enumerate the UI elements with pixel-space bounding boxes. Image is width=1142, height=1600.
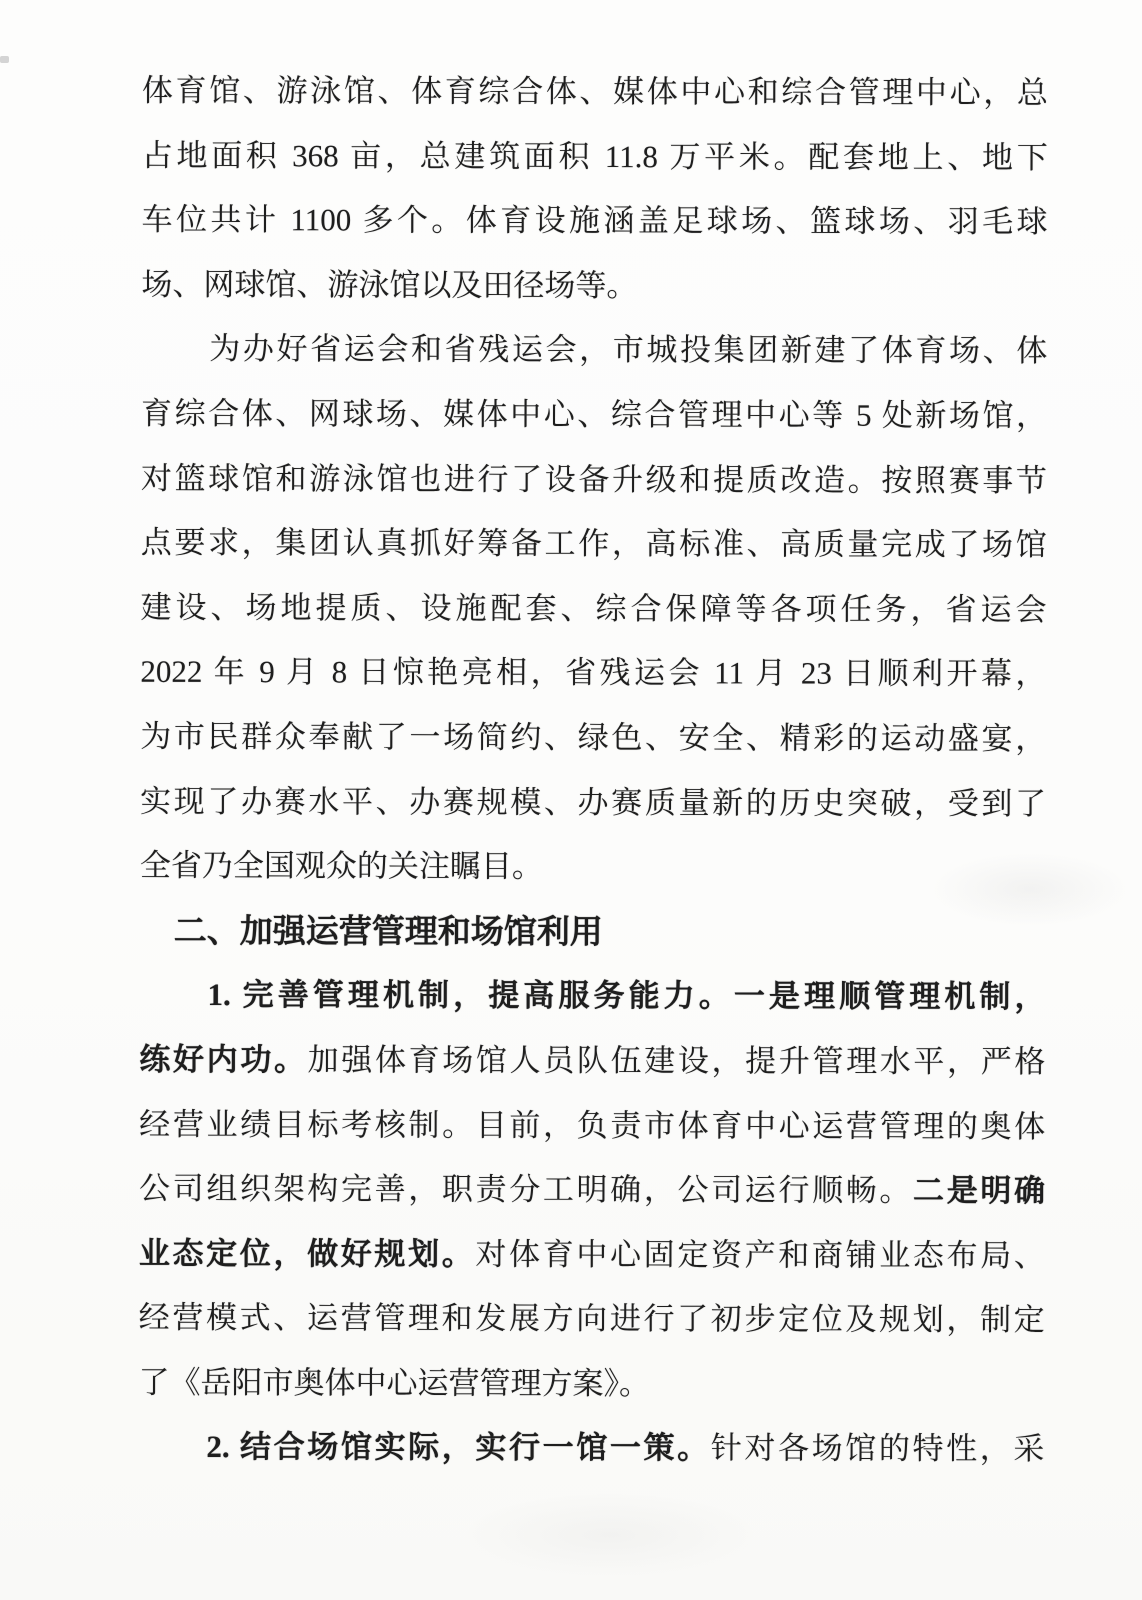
bold-text-segment: 1. 完善管理机制，提高服务能力。一是理顺管理机制， bbox=[207, 977, 1046, 1015]
text-line bbox=[140, 640, 1046, 707]
text-line bbox=[138, 1351, 1044, 1418]
text-line bbox=[141, 317, 1047, 384]
text-line bbox=[139, 1221, 1045, 1288]
text-line bbox=[139, 1092, 1045, 1159]
text-segment: 对体育中心固定资产和商铺业态布局、 bbox=[475, 1236, 1045, 1273]
text-line bbox=[141, 382, 1047, 449]
bold-text-segment: 练好内功。 bbox=[139, 1041, 308, 1078]
text-segment: 全省乃全国观众的关注瞩目。 bbox=[139, 847, 543, 884]
text-segment: 建设、场地提质、设施配套、综合保障等各项任务，省运会 bbox=[140, 589, 1047, 627]
text-segment: 为办好省运会和省残运会，市城投集团新建了体育场、体 bbox=[209, 331, 1048, 369]
text-segment: 为市民群众奉献了一场简约、绿色、安全、精彩的运动盛宴， bbox=[140, 718, 1047, 757]
text-segment: 经营模式、运营管理和发展方向进行了初步定位及规划，制定 bbox=[138, 1300, 1045, 1338]
text-block bbox=[138, 59, 1048, 1482]
bold-text-segment: 二、加强运营管理和场馆利用 bbox=[173, 911, 603, 950]
scan-artifact bbox=[460, 1492, 760, 1578]
text-line bbox=[140, 769, 1046, 836]
text-segment: 加强体育场馆人员队伍建设，提升管理水平，严格 bbox=[307, 1042, 1046, 1080]
text-line bbox=[139, 1286, 1045, 1353]
text-line bbox=[141, 188, 1047, 255]
bold-text-segment: 业态定位，做好规划。 bbox=[138, 1235, 476, 1272]
text-line bbox=[140, 834, 1046, 901]
text-segment: 育综合体、网球场、媒体中心、综合管理中心等 5 处新场馆， bbox=[141, 395, 1048, 434]
section-heading-line bbox=[140, 899, 1046, 966]
bold-text-segment: 2. 结合场馆实际，实行一馆一策。 bbox=[206, 1429, 711, 1466]
text-line bbox=[139, 1157, 1045, 1224]
scan-artifact bbox=[0, 56, 9, 63]
text-line bbox=[140, 576, 1046, 643]
text-line bbox=[139, 1028, 1045, 1095]
text-line bbox=[140, 705, 1046, 772]
text-segment: 场、网球馆、游泳馆以及田径场等。 bbox=[141, 266, 638, 303]
text-line bbox=[142, 59, 1048, 126]
text-segment: 实现了办赛水平、办赛规模、办赛质量新的历史突破，受到了 bbox=[140, 783, 1047, 821]
text-line bbox=[139, 963, 1045, 1030]
text-segment: 体育馆、游泳馆、体育综合体、媒体中心和综合管理中心，总 bbox=[141, 72, 1048, 111]
text-segment: 经营业绩目标考核制。目前，负责市体育中心运营管理的奥体 bbox=[139, 1106, 1046, 1144]
text-line bbox=[141, 253, 1047, 320]
text-segment: 针对各场馆的特性，采 bbox=[710, 1430, 1045, 1467]
text-line bbox=[138, 1415, 1044, 1482]
text-segment: 点要求，集团认真抓好筹备工作，高标准、高质量完成了场馆 bbox=[140, 524, 1047, 563]
text-segment: 公司组织架构完善，职责分工明确，公司运行顺畅。 bbox=[138, 1170, 914, 1208]
bold-text-segment: 二是明确 bbox=[913, 1172, 1046, 1209]
text-line bbox=[142, 123, 1048, 190]
text-segment: 了《岳阳市奥体中心运营管理方案》。 bbox=[138, 1364, 651, 1402]
text-segment: 占地面积 368 亩，总建筑面积 11.8 万平米。配套地上、地下 bbox=[141, 137, 1048, 175]
text-segment: 对篮球馆和游泳馆也进行了设备升级和提质改造。按照赛事节 bbox=[140, 460, 1047, 498]
text-segment: 2022 年 9 月 8 日惊艳亮相，省残运会 11 月 23 日顺利开幕， bbox=[140, 654, 1047, 692]
text-line bbox=[141, 511, 1047, 578]
text-line bbox=[141, 446, 1047, 513]
text-segment: 车位共计 1100 多个。体育设施涵盖足球场、篮球场、羽毛球 bbox=[141, 202, 1048, 240]
